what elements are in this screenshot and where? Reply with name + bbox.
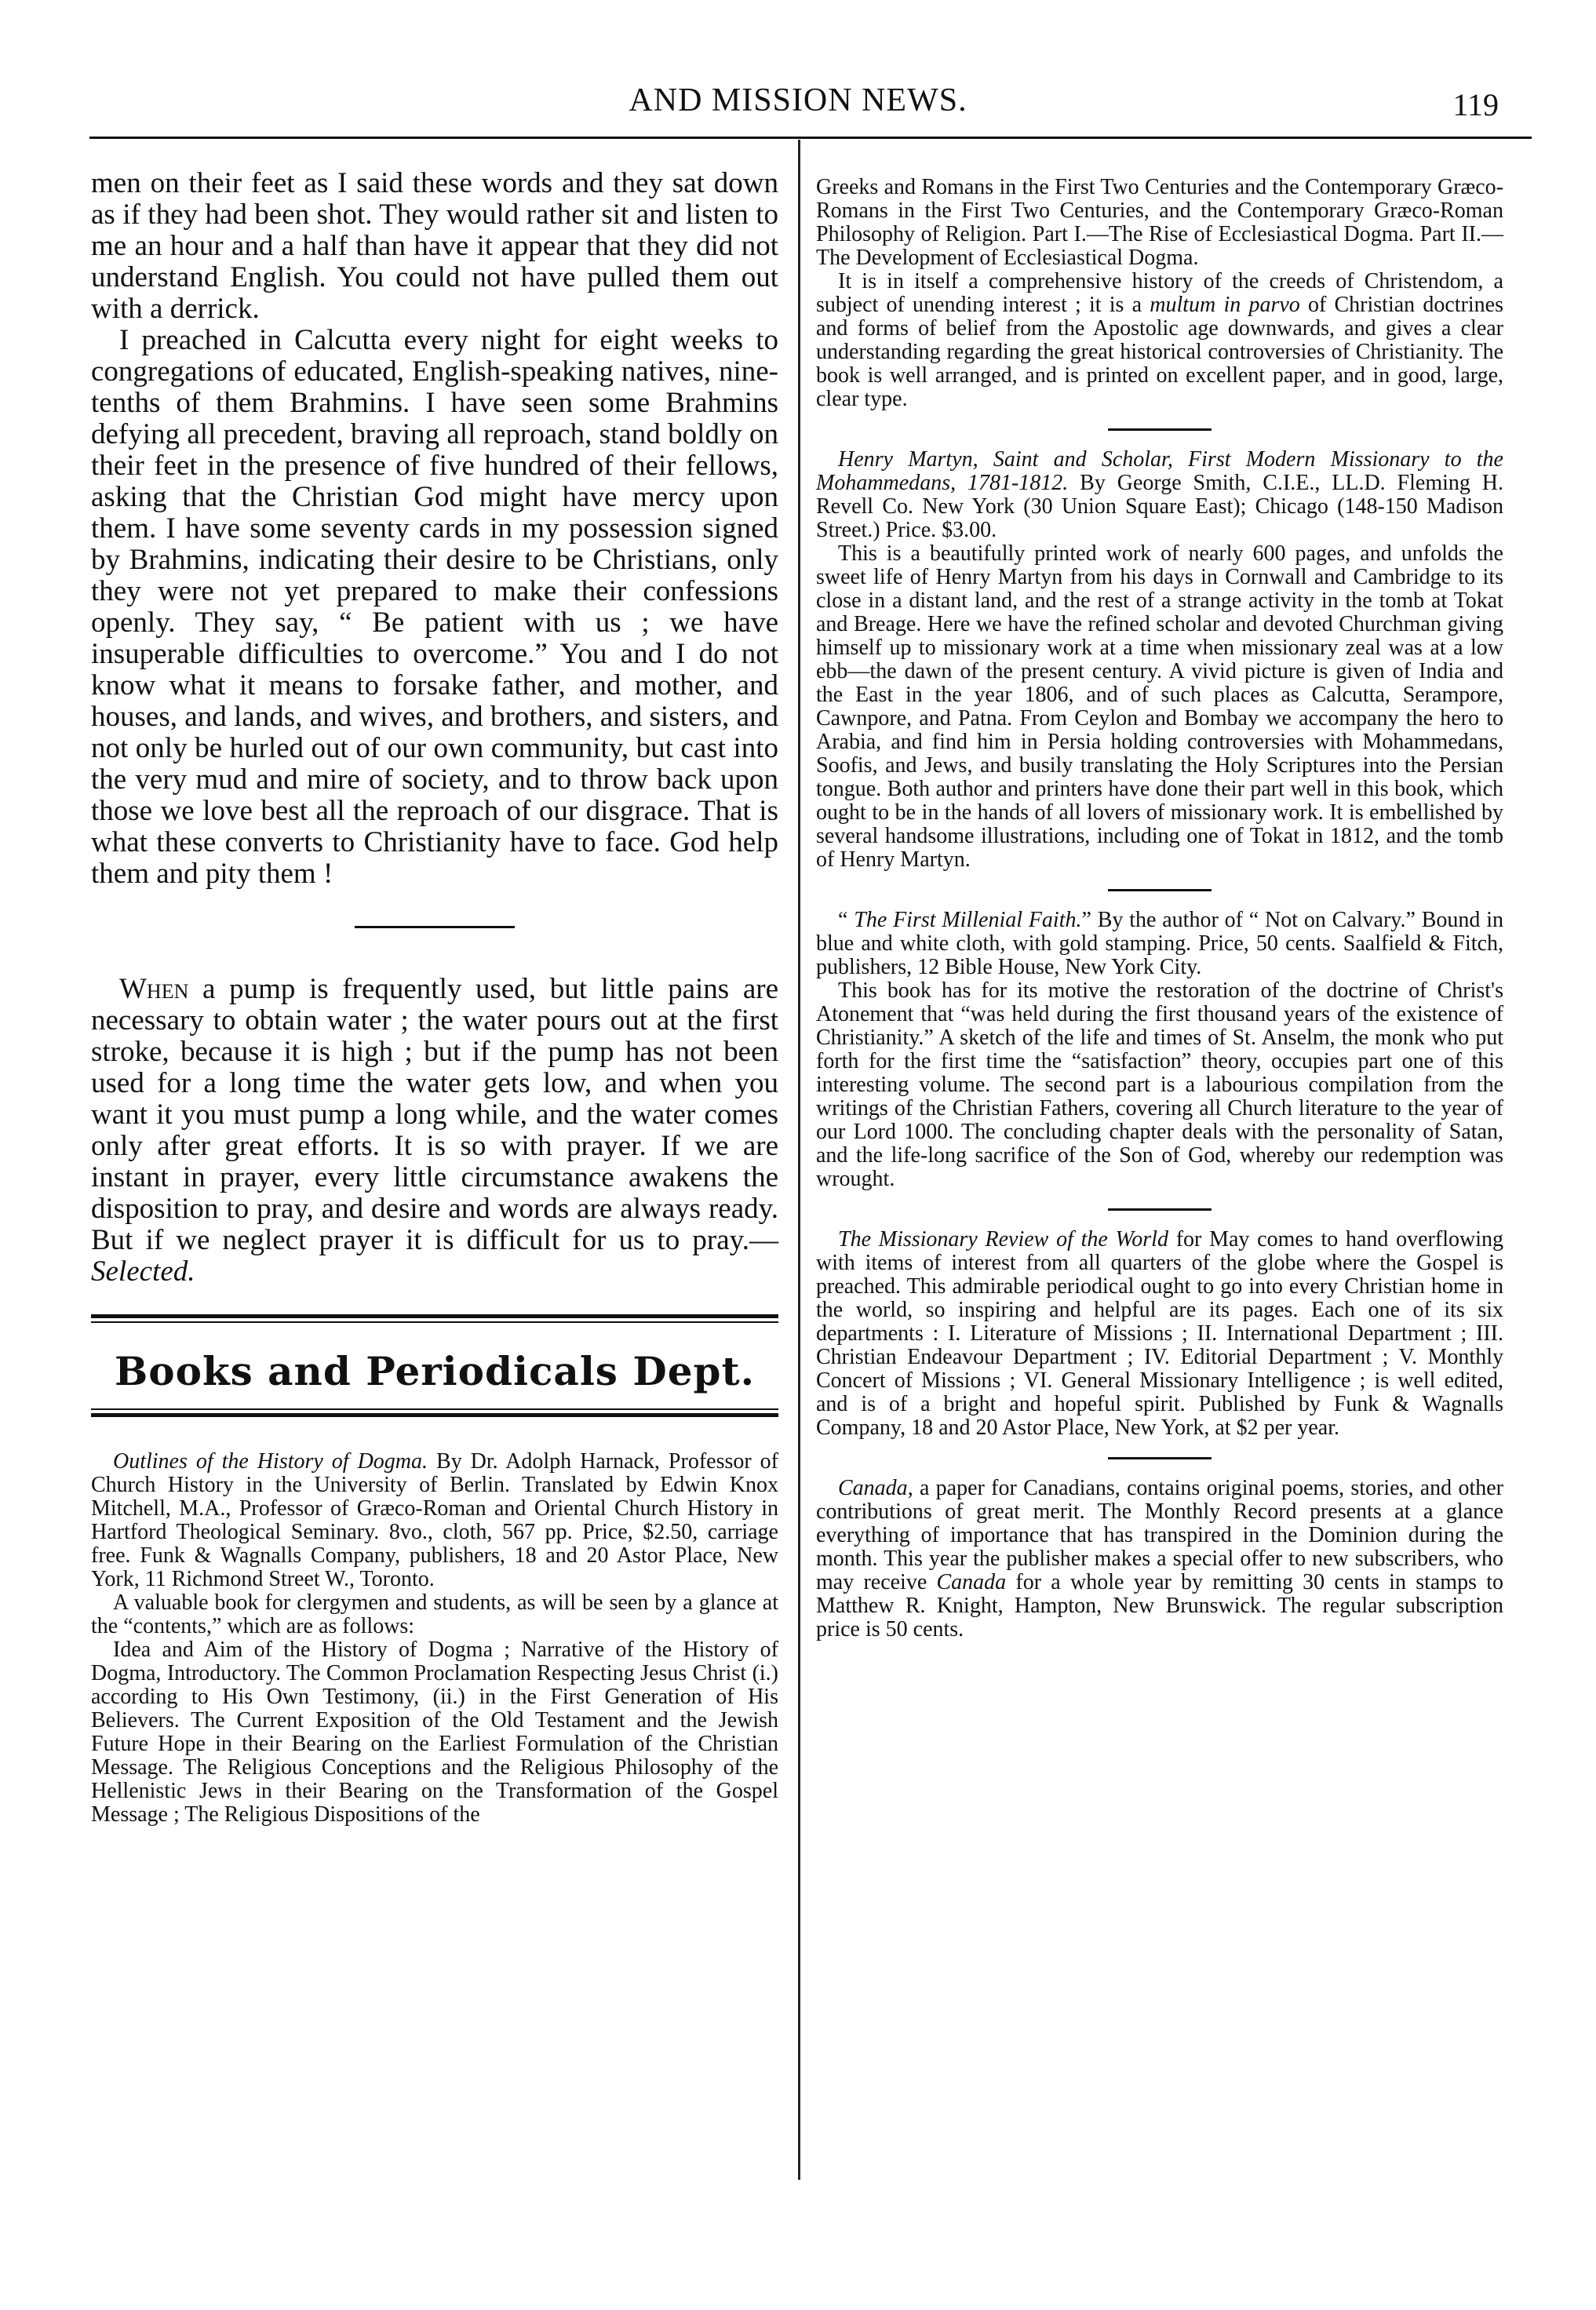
harnack-citation: Outlines of the History of Dogma. By Dr. Adolph Harnack, Professor of Church History in the University of Berlin. Translated by Edwin Knox Mitchell, M.A., Professor of Græco-Roman and Oriental Church History in Hartford Theological Seminary. 8vo., cloth, 567 pp. Price, $2.50, carriage free. Funk & Wagnalls Company, publishers, 18 and 20 Astor Place, New York, 11 Richmond Street W., Toronto. [91, 1449, 778, 1591]
dept-heading: Books and Periodicals Dept. [114, 1348, 755, 1394]
harnack-review: It is in itself a comprehensive history of the creeds of Christendom, a subject of unending interest ; it is a multum in parvo of Christian doctrines and forms of belief from the Apostolic age downwards, and gives a clear understanding regarding the great historical controversies of Christianity. The book is well arranged, and is printed on excellent paper, and in good, large, clear type. [816, 269, 1503, 411]
column-divider [798, 140, 800, 2180]
review-divider [1108, 1208, 1212, 1211]
faith-review: This book has for its motive the restoration of the doctrine of Christ's Atonement that “was held during the first thousand years of the existence of Christianity.” A sketch of the life and times of St. Anselm, the monk who put forth for the first time the “satisfaction” theory, occupies part one of this interesting volume. The second part is a labourious compilation from the writings of the Christian Fathers, covering all Church literature to the year of our Lord 1000. The concluding chapter deals with the personality of Satan, and the life-long sacrifice of the Son of God, whereby our redemption was wrought. [816, 978, 1503, 1191]
dept-top-rules [91, 1314, 778, 1323]
canada-notice: Canada, a paper for Canadians, contains original poems, stories, and other contributions of great merit. The Monthly Record presents at a glance everything of importance that has transpired in the Dominion during the month. This year the publisher makes a special offer to new subscribers, who may receive Canada for a whole year by remitting 30 cents in stamps to Matthew R. Knight, Hampton, New Brunswick. The regular subscription price is 50 cents. [816, 1476, 1503, 1641]
pump-lead-word: When [119, 973, 189, 1005]
martyn-review: This is a beautifully printed work of nearly 600 pages, and unfolds the sweet life of Henry Martyn from his days in Cornwall and Cambridge to its close in a distant land, and the rest of a strange activity in the tomb at Tokat and Breage. Here we have the refined scholar and devoted Churchman giving himself up to missionary work at a time when missionary zeal was at a low ebb—the dawn of the present century. A vivid picture is given of India and the East in the year 1806, and of such places as Calcutta, Serampore, Cawnpore, and Patna. From Ceylon and Bombay we accompany the hero to Arabia, and find him in Persia holding controversies with Mohammedans, Soofis, and Jews, and busily translating the Holy Scriptures into the Persian tongue. Both author and printers have done their part well in this book, which ought to be in the hands of all lovers of missionary work. It is embellished by several handsome illustrations, including one of Tokat in 1812, and the tomb of Henry Martyn. [816, 541, 1503, 872]
page-number: 119 [1452, 87, 1499, 122]
header-rule [89, 137, 1532, 139]
missionary-review-title: The Missionary Review of the World [838, 1227, 1168, 1252]
faith-citation: “ The First Millenial Faith.” By the author of “ Not on Calvary.” Bound in blue and white cloth, with gold stamping. Price, 50 cents. Saalfield & Fitch, publishers, 12 Bible House, New York City. [816, 908, 1503, 979]
harnack-title: Outlines of the History of Dogma. [113, 1449, 428, 1474]
left-column [91, 168, 778, 1827]
pump-text: a pump is frequently used, but little pains are necessary to obtain water ; the water pours out at the first stroke, because it is high ; but if the pump has not been used for a long time the water gets low, and when you want it you must pump a long while, and the water comes only after great efforts. It is so with prayer. If we are instant in prayer, every little circumstance awakens the disposition to pray, and desire and words are always ready. But if we neglect prayer it is difficult for us to pray.— [91, 973, 778, 1256]
section-divider [355, 926, 515, 928]
dept-bottom-rules [91, 1408, 778, 1417]
review-divider [1108, 428, 1212, 431]
harnack-contents: Idea and Aim of the History of Dogma ; Narrative of the History of Dogma, Introductory. The Common Proclamation Respecting Jesus Christ (i.) according to His Own Testimony, (ii.) in the First Generation of His Believers. The Current Exposition of the Old Testament and the Jewish Future Hope in their Bearing on the Earliest Formulation of the Christian Message. The Religious Conceptions and the Religious Philosophy of the Hellenistic Jews in their Bearing on the Transformation of the Gospel Message ; The Religious Dispositions of the [91, 1638, 778, 1827]
pump-paragraph [91, 974, 778, 1288]
review-divider [1108, 889, 1212, 891]
canada-title: Canada [838, 1476, 908, 1500]
martyn-title: Henry Martyn, Saint and Scholar, First Modern Missionary to the Mohammedans, 1781-1812. [816, 447, 1503, 495]
faith-title: The First Millenial Faith. [854, 908, 1082, 932]
missionary-review-notice: The Missionary Review of the World for May comes to hand overflowing with items of interest from all quarters of the globe where the Gospel is preached. This admirable periodical ought to go into every Christian home in the world, so inspiring and helpful are its pages. Each one of its six departments : I. Literature of Missions ; II. International Department ; III. Christian Endeavour Department ; IV. Editorial Department ; V. Monthly Concert of Missions ; VI. General Missionary Intelligence ; is well edited, and is of a bright and hopeful spirit. Published by Funk & Wagnalls Company, 18 and 20 Astor Place, New York, at $2 per year. [816, 1227, 1503, 1440]
calcutta-paragraph-1: men on their feet as I said these words and they sat down as if they had been shot. They would rather sit and listen to me an hour and a half than have it appear that they did not understand English. You could not have pulled them out with a derrick. [91, 167, 778, 325]
calcutta-paragraph-2: I preached in Calcutta every night for eight weeks to congregations of educated, English-speaking natives, nine-tenths of them Brahmins. I have seen some Brahmins defying all precedent, braving all reproach, stand boldly on their feet in the presence of five hundred of their fellows, asking that the Christian God might have mercy upon them. I have some seventy cards in my possession signed by Brahmins, indicating their desire to be Christians, only they were not yet prepared to make their confessions openly. They say, “ Be patient with us ; we have insuperable difficulties to overcome.” You and I do not know what it means to forsake father, and mother, and houses, and lands, and wives, and brothers, and sisters, and not only be hurled out of our own community, but cast into the very mud and mire of society, and to throw back upon those we love best all the reproach of our disgrace. That is what these converts to Christianity have to face. God help them and pity them ! [91, 324, 778, 890]
harnack-contents-continued: Greeks and Romans in the First Two Centuries and the Contemporary Græco-Romans in the First Two Centuries, and the Contemporary Græco-Roman Philosophy of Religion. Part I.—The Rise of Ecclesiastical Dogma. Part II.—The Development of Ecclesiastical Dogma. [816, 175, 1503, 270]
review-divider [1108, 1457, 1212, 1459]
pump-source: Selected. [91, 1255, 195, 1288]
right-column [816, 176, 1503, 1641]
martyn-citation: Henry Martyn, Saint and Scholar, First Modern Missionary to the Mohammedans, 1781-1812. By George Smith, C.I.E., LL.D. Fleming H. Revell Co. New York (30 Union Square East); Chicago (148-150 Madison Street.) Price. $3.00. [816, 447, 1503, 542]
harnack-intro: A valuable book for clergymen and students, as will be seen by a glance at the “contents,” which are as follows: [91, 1590, 778, 1638]
running-header: AND MISSION NEWS. [629, 82, 967, 118]
